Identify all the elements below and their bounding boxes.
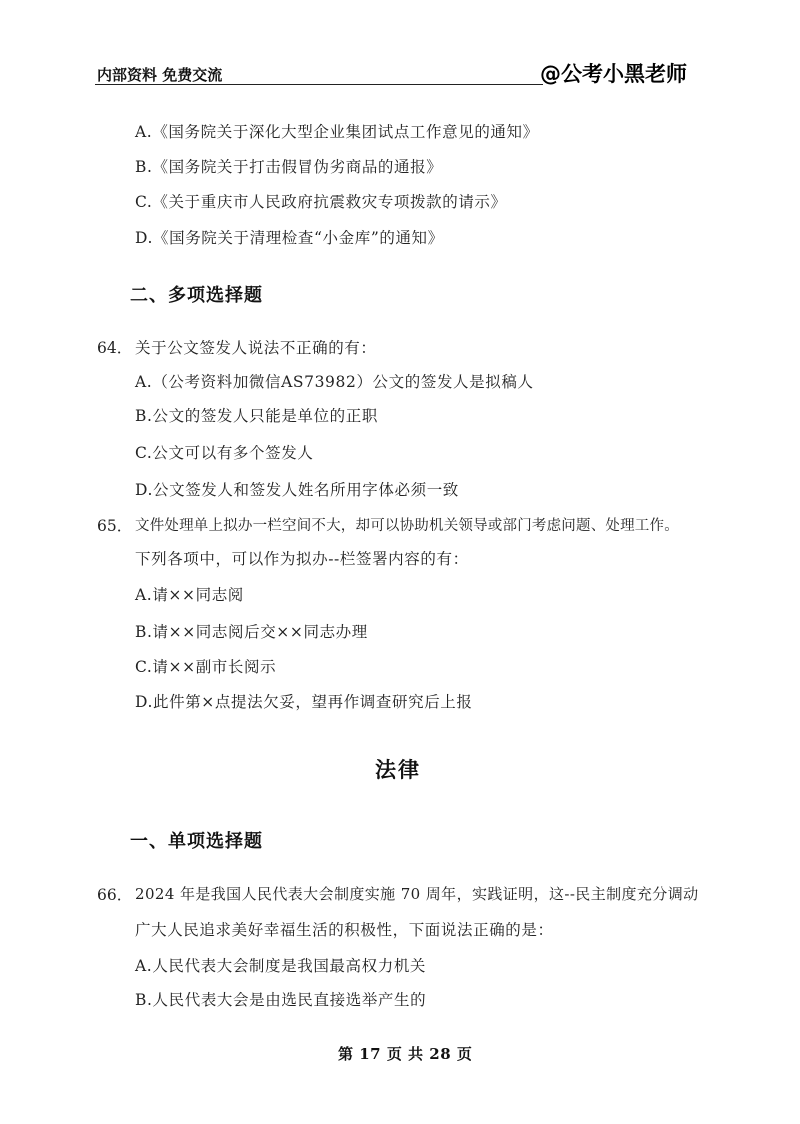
q66-number: 66． xyxy=(97,886,133,904)
q64-option-a: A.（公考资料加微信AS73982）公文的签发人是拟稿人 xyxy=(135,373,534,391)
section-heading-multiple-choice: 二、多项选择题 xyxy=(130,285,263,306)
q64-option-d: D.公文签发人和签发人姓名所用字体必须一致 xyxy=(135,481,459,499)
q66-stem-line-2: 广大人民追求美好幸福生活的积极性，下面说法正确的是： xyxy=(135,921,554,939)
q65-stem-line-2: 下列各项中，可以作为拟办--栏签署内容的有： xyxy=(135,550,469,568)
q65-stem-line-1: 文件处理单上拟办一栏空间不大，却可以协助机关领导或部门考虑问题、处理工作。 xyxy=(135,518,679,534)
q65-option-d: D.此件第×点提法欠妥，望再作调查研究后上报 xyxy=(135,693,473,711)
header-right-author: @公考小黑老师 xyxy=(540,62,687,86)
q63-option-b: B.《国务院关于打击假冒伪劣商品的通报》 xyxy=(135,158,443,176)
q64-number: 64． xyxy=(97,339,133,357)
header-divider xyxy=(95,84,543,85)
q65-number: 65． xyxy=(97,517,133,535)
q65-option-b: B.请××同志阅后交××同志办理 xyxy=(135,623,368,641)
header-left-label: 内部资料 免费交流 xyxy=(97,66,223,84)
q64-option-b: B.公文的签发人只能是单位的正职 xyxy=(135,407,378,425)
q63-option-a: A.《国务院关于深化大型企业集团试点工作意见的通知》 xyxy=(135,123,539,141)
q64-option-c: C.公文可以有多个签发人 xyxy=(135,444,314,462)
q66-option-b: B.人民代表大会是由选民直接选举产生的 xyxy=(135,991,427,1009)
q65-option-a: A.请××同志阅 xyxy=(135,586,244,604)
q66-stem-line-1: 2024 年是我国人民代表大会制度实施 70 周年，实践证明，这--民主制度充分调动 xyxy=(135,885,699,903)
page-number-footer: 第 17 页 共 28 页 xyxy=(338,1045,473,1063)
q64-stem: 关于公文签发人说法不正确的有： xyxy=(135,339,377,357)
q63-option-c: C.《关于重庆市人民政府抗震救灾专项拨款的请示》 xyxy=(135,193,507,211)
section-heading-single-choice: 一、单项选择题 xyxy=(130,831,263,852)
q65-option-c: C.请××副市长阅示 xyxy=(135,658,277,676)
q66-option-a: A.人民代表大会制度是我国最高权力机关 xyxy=(135,957,427,975)
q63-option-d: D.《国务院关于清理检查“小金库”的通知》 xyxy=(135,229,444,247)
subject-title: 法律 xyxy=(375,758,421,782)
